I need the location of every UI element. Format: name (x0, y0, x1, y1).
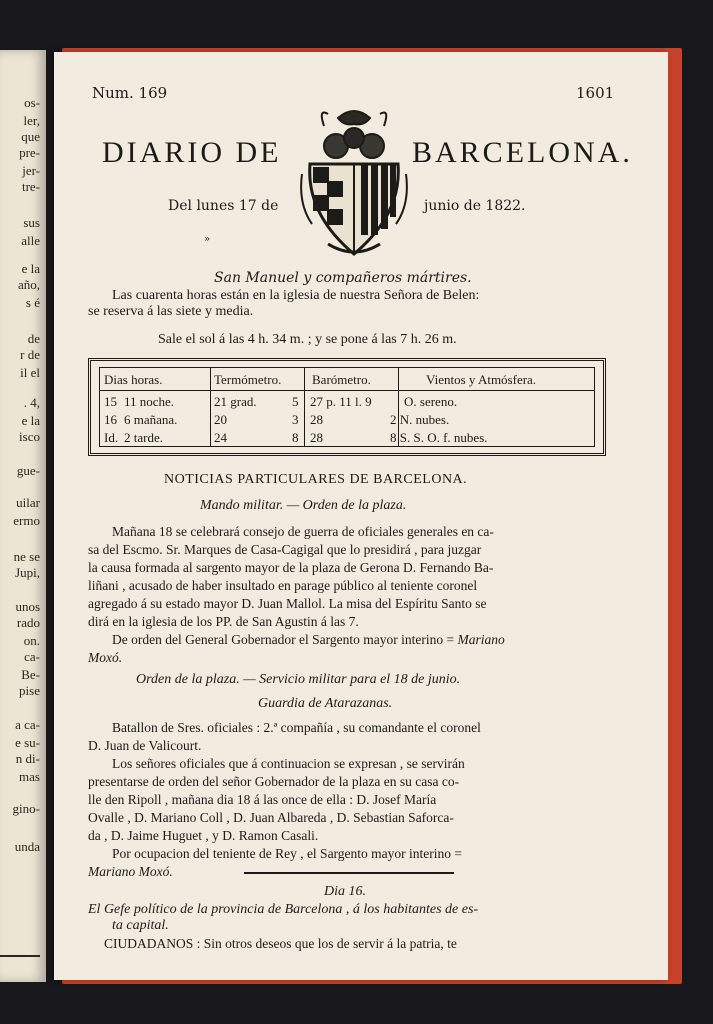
paragraph-line: Mañana 18 se celebrará consejo de guerra de oficiales generales en ca- (112, 524, 494, 539)
previous-page-text: n di- (15, 751, 40, 766)
paragraph-line: D. Juan de Valicourt. (88, 738, 202, 753)
previous-page-text: Jupi, (15, 565, 40, 580)
previous-page-text: sus (23, 215, 40, 230)
previous-page-text: . 4, (23, 395, 40, 410)
previous-page-text: il el (20, 365, 40, 380)
proclamation-heading: El Gefe político de la provincia de Barcelona , á los habitantes de es- (88, 902, 479, 917)
previous-page-text: on. (23, 633, 40, 648)
paragraph-line: presentarse de orden del señor Gobernador de la plaza en su casa co- (88, 774, 460, 789)
paragraph-line: liñani , acusado de haber insultado en parage público al teniente coronel (88, 578, 478, 593)
paragraph-line: lle den Ripoll , mañana dia 18 á las once de ella : D. Josef María (88, 792, 437, 807)
previous-page-text: alle (21, 233, 40, 248)
previous-page-text: pise (19, 683, 40, 698)
guard-heading: Guardia de Atarazanas. (258, 696, 393, 711)
previous-page-text: ler, (23, 113, 40, 128)
section-title: NOTICIAS PARTICULARES DE BARCELONA. (164, 472, 468, 487)
weather-cell: 27 p. 11 l. 9 (310, 394, 372, 409)
weather-table (88, 358, 606, 456)
weather-cell: 2 N. nubes. (390, 412, 450, 427)
previous-page-text: os- (24, 95, 40, 110)
weather-header-days: Dias horas. (104, 372, 163, 387)
section-subtitle: Mando militar. — Orden de la plaza. (200, 498, 407, 513)
weather-cell: 6 mañana. (124, 412, 178, 427)
previous-page-text: de (27, 331, 40, 346)
previous-page-text: r de (20, 347, 40, 362)
issue-number: Num. 169 (92, 84, 168, 102)
previous-page-text: gue- (16, 463, 40, 478)
weather-header-barometer: Barómetro. (312, 372, 371, 387)
previous-page-text: que (21, 129, 40, 144)
order-text: De orden del General Gobernador el Sargento mayor interino = (112, 632, 455, 647)
previous-page-text: ermo (13, 513, 40, 528)
previous-page-text: pre- (19, 145, 40, 160)
paragraph-line: Por ocupacion del teniente de Rey , el Sargento mayor interino = (112, 846, 463, 861)
paragraph-line: dirá en la iglesia de los PP. de San Agustin á las 7. (88, 614, 359, 629)
weather-cell: 16 (104, 412, 117, 427)
previous-page-text: tre- (21, 179, 40, 194)
masthead-right: BARCELONA. (412, 136, 633, 169)
previous-page-text: Be- (21, 667, 40, 682)
sunrise-sunset: Sale el sol á las 4 h. 34 m. ; y se pone á las 7 h. 26 m. (158, 332, 457, 347)
paragraph-line: da , D. Jaime Huguet , y D. Ramon Casali. (88, 828, 319, 843)
paragraph-line: Ovalle , D. Mariano Coll , D. Juan Albareda , D. Sebastian Saforca- (88, 810, 454, 825)
previous-page-edge (0, 50, 46, 982)
weather-cell: 28 (310, 430, 323, 445)
previous-page-text: e la (21, 413, 40, 428)
newspaper-page (54, 52, 668, 980)
date-left: Del lunes 17 de (168, 198, 279, 214)
weather-cell: 15 (104, 394, 117, 409)
signature-surname: Moxó. (88, 650, 123, 665)
masthead-left: DIARIO DE (102, 136, 282, 169)
forty-hours-line: Las cuarenta horas están en la iglesia de nuestra Señora de Belen: (112, 288, 480, 303)
proclamation-start: CIUDADANOS : Sin otros deseos que los de servir á la patria, te (104, 936, 457, 951)
weather-header-winds: Vientos y Atmósfera. (426, 372, 537, 387)
date-right: junio de 1822. (424, 198, 526, 214)
saints-of-day: San Manuel y compañeros mártires. (214, 270, 472, 286)
previous-page-text: unos (15, 599, 40, 614)
paragraph-line: Los señores oficiales que á continuacion se expresan , se servirán (112, 756, 465, 771)
weather-cell: Id. (104, 430, 119, 445)
previous-page-text: ca- (24, 649, 40, 664)
previous-page-text: s é (25, 295, 40, 310)
weather-cell: 8 (292, 430, 299, 445)
previous-page-text: a ca- (15, 717, 40, 732)
weather-cell: 2 tarde. (124, 430, 163, 445)
previous-page-rule (0, 955, 40, 957)
previous-page-text: isco (19, 429, 40, 444)
weather-cell: O. sereno. (404, 394, 458, 409)
weather-cell: 28 (310, 412, 323, 427)
previous-page-text: uilar (16, 495, 40, 510)
previous-page-text: rado (16, 615, 40, 630)
previous-page-text: e su- (15, 735, 40, 750)
signature-line: Mariano Moxó. (88, 864, 173, 879)
proclamation-heading: ta capital. (112, 918, 169, 933)
section-divider (244, 872, 454, 874)
paragraph-line (112, 632, 505, 648)
order-heading: Orden de la plaza. — Servicio militar para el 18 de junio. (136, 672, 461, 687)
weather-cell: 21 grad. (214, 394, 257, 409)
page-number: 1601 (576, 84, 615, 102)
weather-header-thermometer: Termómetro. (214, 372, 282, 387)
weather-cell: 5 (292, 394, 299, 409)
weather-cell: 24 (214, 430, 227, 445)
forty-hours-line: se reserva á las siete y media. (88, 304, 254, 319)
small-mark: » (204, 234, 211, 245)
previous-page-text: mas (19, 769, 40, 784)
weather-cell: 20 (214, 412, 227, 427)
previous-page-text: gino- (12, 801, 40, 816)
paragraph-line: sa del Escmo. Sr. Marques de Casa-Cagigal que lo presidirá , para juzgar (88, 542, 482, 557)
paragraph-line: la causa formada al sargento mayor de la plaza de Gerona D. Fernando Ba- (88, 560, 494, 575)
previous-page-text: e la (21, 261, 40, 276)
previous-page-text: año, (17, 277, 40, 292)
weather-cell: 8 S. S. O. f. nubes. (390, 430, 488, 445)
day-heading: Dia 16. (324, 884, 366, 899)
previous-page-text: ne se (13, 549, 40, 564)
previous-page-text: jer- (22, 163, 40, 178)
coat-of-arms-icon (298, 104, 410, 256)
previous-page-text: unda (14, 839, 40, 854)
signature-name: Mariano (457, 632, 505, 647)
weather-cell: 3 (292, 412, 299, 427)
weather-cell: 11 noche. (124, 394, 175, 409)
paragraph-line: Batallon de Sres. oficiales : 2.ª compañía , su comandante el coronel (112, 720, 481, 735)
paragraph-line: agregado á su estado mayor D. Juan Mallol. La misa del Espíritu Santo se (88, 596, 487, 611)
